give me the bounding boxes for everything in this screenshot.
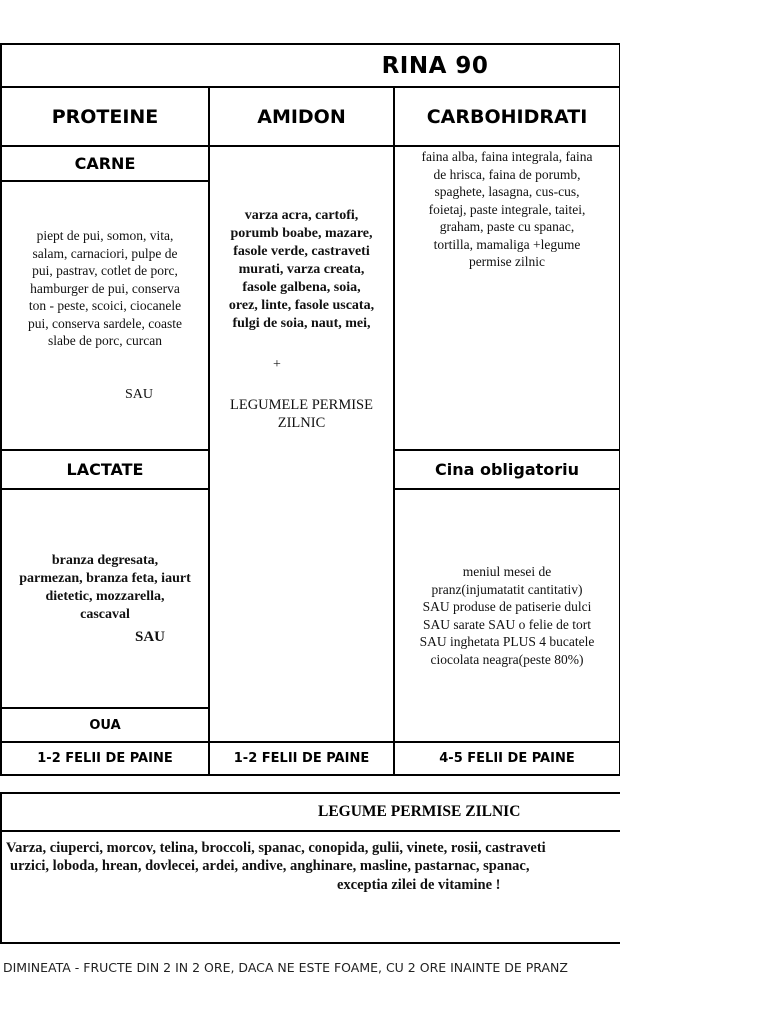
page-title: RINA 90 — [381, 52, 489, 79]
lactate-heading: LACTATE — [66, 460, 144, 479]
amidon-plus: + — [273, 357, 281, 372]
carbohidrati-list: faina alba, faina integrala, faina de hrisca, faina de porumb, spaghete, lasagna, cus-cus, foietaj, paste integrale, taitei, graham, paste cu spanac, tortilla, mamaliga +legume permise zilnic — [421, 149, 593, 269]
legume-line-3: exceptia zilei de vitamine ! — [337, 877, 501, 893]
column-header-amidon: AMIDON — [257, 105, 346, 128]
proteine-paine: 1-2 FELII DE PAINE — [37, 751, 173, 766]
table-bottom-border — [0, 774, 620, 776]
carne-heading: CARNE — [74, 154, 136, 173]
footer-note: DIMINEATA - FRUCTE DIN 2 IN 2 ORE, DACA NE ESTE FOAME, CU 2 ORE INAINTE DE PRANZ — [3, 960, 568, 975]
lactate-heading-border — [0, 488, 209, 490]
legume-line-2: urzici, loboda, hrean, dovlecei, ardei, andive, anghinare, masline, pastarnac, spanac, — [10, 858, 530, 874]
amidon-legume-note: LEGUMELE PERMISE ZILNIC — [230, 397, 373, 431]
column-header-carbohidrati: CARBOHIDRATI — [426, 105, 588, 128]
lactate-list: branza degresata, parmezan, branza feta, iaurt dietetic, mozzarella, cascaval — [19, 553, 191, 622]
legume-heading: LEGUME PERMISE ZILNIC — [318, 803, 521, 820]
oua-label: OUA — [89, 717, 121, 733]
cina-heading-border — [394, 488, 620, 490]
column-header-proteine: PROTEINE — [51, 105, 159, 128]
legume-top-border — [0, 792, 620, 794]
carne-sau: SAU — [124, 387, 153, 402]
lactate-sau: SAU — [134, 629, 165, 645]
legume-heading-border — [0, 830, 620, 832]
amidon-paine: 1-2 FELII DE PAINE — [233, 751, 370, 766]
legume-bottom-border — [0, 942, 620, 944]
carbohidrati-paine: 4-5 FELII DE PAINE — [439, 751, 575, 766]
carne-list: piept de pui, somon, vita, salam, carnaciori, pulpe de pui, pastrav, cotlet de porc, hamburger de pui, conserva ton - peste, scoici, ciocanele pui, conserva sardele, coaste slabe de porc, curcan — [27, 228, 183, 348]
legume-left-border — [0, 792, 2, 944]
cina-text: meniul mesei de pranz(injumatatit cantitativ) SAU produse de patiserie dulci SAU sarate SAU o felie de tort SAU inghetata PLUS 4 bucatele ciocolata neagra(peste 80%) — [419, 564, 595, 667]
cina-heading: Cina obligatoriu — [434, 460, 580, 479]
table-right-border — [619, 43, 620, 776]
legume-line-1: Varza, ciuperci, morcov, telina, broccoli, spanac, conopida, gulii, vinete, rosii, castraveti — [6, 840, 546, 856]
amidon-list: varza acra, cartofi, porumb boabe, mazare, fasole verde, castraveti murati, varza creata, fasole galbena, soia, orez, linte, fasole uscata, fulgi de soia, naut, mei, — [228, 208, 375, 331]
carne-heading-border — [0, 180, 209, 182]
